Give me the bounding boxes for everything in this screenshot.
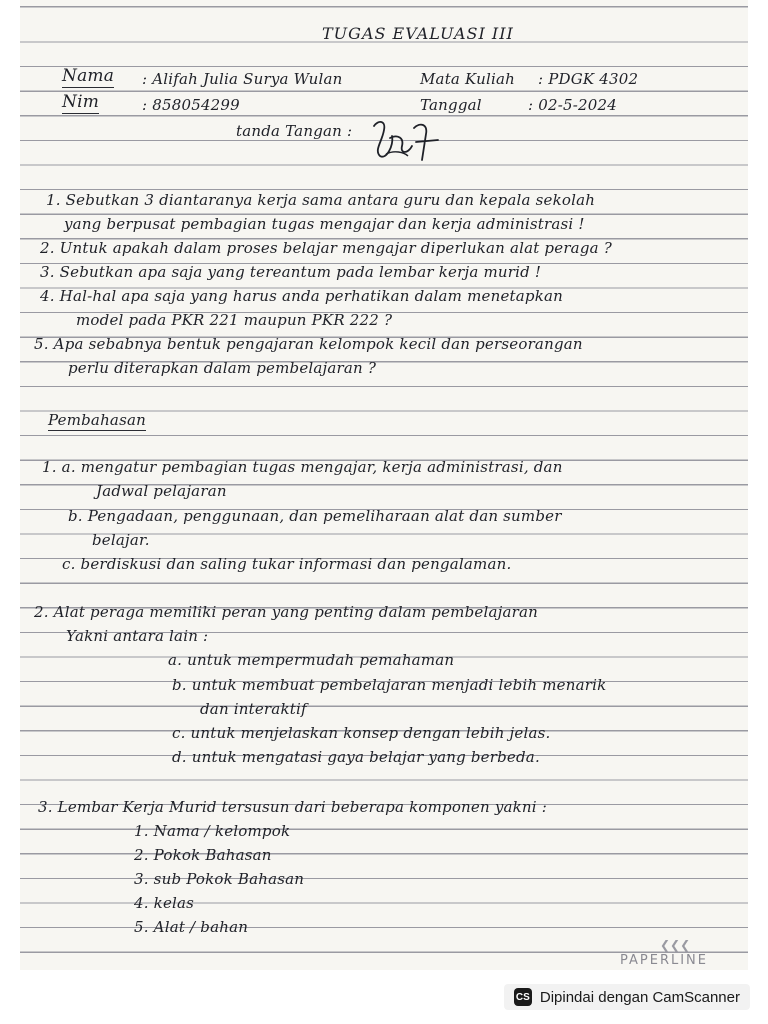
tanggal-label: Tanggal xyxy=(420,96,482,114)
answer1-line-3: b. Pengadaan, penggunaan, dan pemeliharaan alat dan sumber xyxy=(68,507,562,525)
answer2-line-7: d. untuk mengatasi gaya belajar yang berbeda. xyxy=(172,748,540,766)
scanner-footer xyxy=(0,970,768,1024)
answer2-line-2: Yakni antara lain : xyxy=(66,627,209,645)
answer2-line-6: c. untuk menjelaskan konsep dengan lebih jelas. xyxy=(172,724,551,742)
question-line-2: yang berpusat pembagian tugas mengajar dan kerja administrasi ! xyxy=(64,215,585,233)
answer3-line-5: 4. kelas xyxy=(134,894,195,912)
question-line-6: model pada PKR 221 maupun PKR 222 ? xyxy=(76,311,393,329)
brand-chevron-icon: ❮❮❮ xyxy=(660,938,691,952)
signature-label: tanda Tangan : xyxy=(236,122,353,140)
signature-image xyxy=(368,116,448,164)
nim-value: : 858054299 xyxy=(142,96,240,114)
matkul-label: Mata Kuliah xyxy=(420,70,515,88)
question-line-4: 3. Sebutkan apa saja yang tereantum pada lembar kerja murid ! xyxy=(40,263,542,281)
question-line-5: 4. Hal-hal apa saja yang harus anda perhatikan dalam menetapkan xyxy=(40,287,563,305)
answer3-line-3: 2. Pokok Bahasan xyxy=(134,846,272,864)
question-line-8: perlu diterapkan dalam pembelajaran ? xyxy=(68,359,377,377)
answer1-line-2: Jadwal pelajaran xyxy=(96,482,227,500)
camscanner-watermark xyxy=(504,984,750,1010)
answer1-line-4: belajar. xyxy=(92,531,150,549)
answer1-line-1: 1. a. mengatur pembagian tugas mengajar, kerja administrasi, dan xyxy=(42,458,563,476)
answer2-line-1: 2. Alat peraga memiliki peran yang penting dalam pembelajaran xyxy=(34,603,538,621)
camscanner-icon: CS xyxy=(514,988,532,1006)
paper-brand-logo: PAPERLINE xyxy=(619,953,708,968)
page-title: TUGAS EVALUASI III xyxy=(322,24,514,43)
answer3-line-2: 1. Nama / kelompok xyxy=(134,822,291,840)
question-line-1: 1. Sebutkan 3 diantaranya kerja sama antara guru dan kepala sekolah xyxy=(46,191,596,209)
answer3-line-1: 3. Lembar Kerja Murid tersusun dari beberapa komponen yakni : xyxy=(38,798,548,816)
nim-label: Nim xyxy=(62,92,100,112)
question-line-3: 2. Untuk apakah dalam proses belajar mengajar diperlukan alat peraga ? xyxy=(40,239,612,257)
answer3-line-6: 5. Alat / bahan xyxy=(134,918,249,936)
answer2-line-3: a. untuk mempermudah pemahaman xyxy=(168,651,455,669)
nama-value: : Alifah Julia Surya Wulan xyxy=(142,70,343,88)
answer1-line-5: c. berdiskusi dan saling tukar informasi dan pengalaman. xyxy=(62,555,512,573)
answer2-line-4: b. untuk membuat pembelajaran menjadi lebih menarik xyxy=(172,676,607,694)
answer2-line-5: dan interaktif xyxy=(200,700,307,718)
nama-label: Nama xyxy=(62,66,115,86)
matkul-value: : PDGK 4302 xyxy=(538,70,639,88)
tanggal-value: : 02-5-2024 xyxy=(528,96,617,114)
answer3-line-4: 3. sub Pokok Bahasan xyxy=(134,870,305,888)
notebook-page xyxy=(20,0,748,970)
pembahasan-heading: Pembahasan xyxy=(48,411,146,429)
question-line-7: 5. Apa sebabnya bentuk pengajaran kelompok kecil dan perseorangan xyxy=(34,335,583,353)
camscanner-label: Dipindai dengan CamScanner xyxy=(539,988,740,1006)
